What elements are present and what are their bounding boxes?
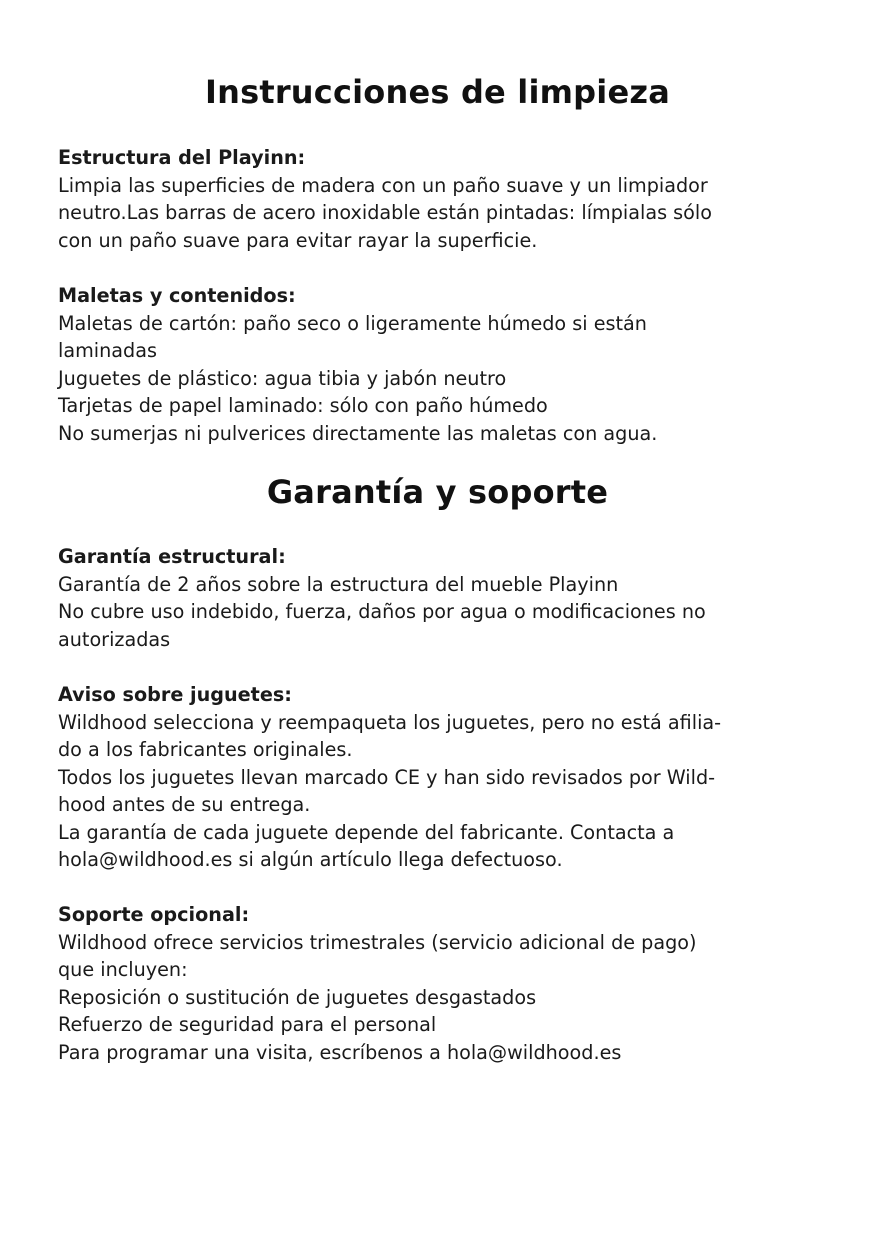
paragraph-line: Wildhood ofrece servicios trimestrales (servicio adicional de pago)	[58, 930, 697, 954]
paragraph-line: Juguetes de plástico: agua tibia y jabón neutro	[58, 366, 507, 390]
paragraph-line: laminadas	[58, 339, 157, 362]
section-heading: Garantía estructural:	[58, 545, 286, 568]
paragraph-line: Tarjetas de papel laminado: sólo con paño húmedo	[58, 394, 548, 417]
paragraph-line: con un paño suave para evitar rayar la superficie.	[58, 228, 538, 252]
paragraph-line: autorizadas	[58, 627, 171, 651]
paragraph-line: Para programar una visita, escríbenos a hola@wildhood.es	[58, 1040, 622, 1064]
paragraph-line: do a los fabricantes originales.	[58, 738, 353, 761]
cleaning-title: Instrucciones de limpieza	[205, 73, 670, 111]
section-estructura	[58, 144, 828, 254]
paragraph-line: Refuerzo de seguridad para el personal	[58, 1013, 437, 1036]
section-heading: Maletas y contenidos:	[58, 284, 296, 307]
section-heading: Soporte opcional:	[58, 903, 250, 926]
paragraph-line: Reposición o sustitución de juguetes desgastados	[58, 985, 537, 1009]
section-heading: Aviso sobre juguetes:	[58, 683, 292, 706]
paragraph-line: No cubre uso indebido, fuerza, daños por agua o modificaciones no	[58, 600, 706, 623]
section-maletas	[58, 282, 828, 447]
paragraph-line: La garantía de cada juguete depende del fabricante. Contacta a	[58, 820, 675, 844]
paragraph-line: Todos los juguetes llevan marcado CE y han sido revisados por Wild-	[58, 765, 716, 789]
paragraph-line: Maletas de cartón: paño seco o ligeramente húmedo si están	[58, 311, 647, 335]
paragraph-line: hood antes de su entrega.	[58, 793, 311, 816]
paragraph-line: que incluyen:	[58, 958, 188, 981]
paragraph-line: hola@wildhood.es si algún artículo llega defectuoso.	[58, 848, 563, 871]
section-soporte-opcional	[58, 901, 828, 1066]
paragraph-line: Limpia las superficies de madera con un paño suave y un limpiador	[58, 173, 708, 197]
paragraph-line: No sumerjas ni pulverices directamente las maletas con agua.	[58, 421, 658, 445]
paragraph-line: Garantía de 2 años sobre la estructura del mueble Playinn	[58, 572, 619, 596]
warranty-title: Garantía y soporte	[266, 473, 609, 511]
section-heading: Estructura del Playinn:	[58, 146, 306, 169]
section-garantia-estructural	[58, 543, 828, 653]
section-aviso-juguetes	[58, 681, 828, 874]
paragraph-line: Wildhood selecciona y reempaqueta los juguetes, pero no está afilia-	[58, 710, 722, 734]
paragraph-line: neutro.Las barras de acero inoxidable están pintadas: límpialas sólo	[58, 201, 712, 224]
